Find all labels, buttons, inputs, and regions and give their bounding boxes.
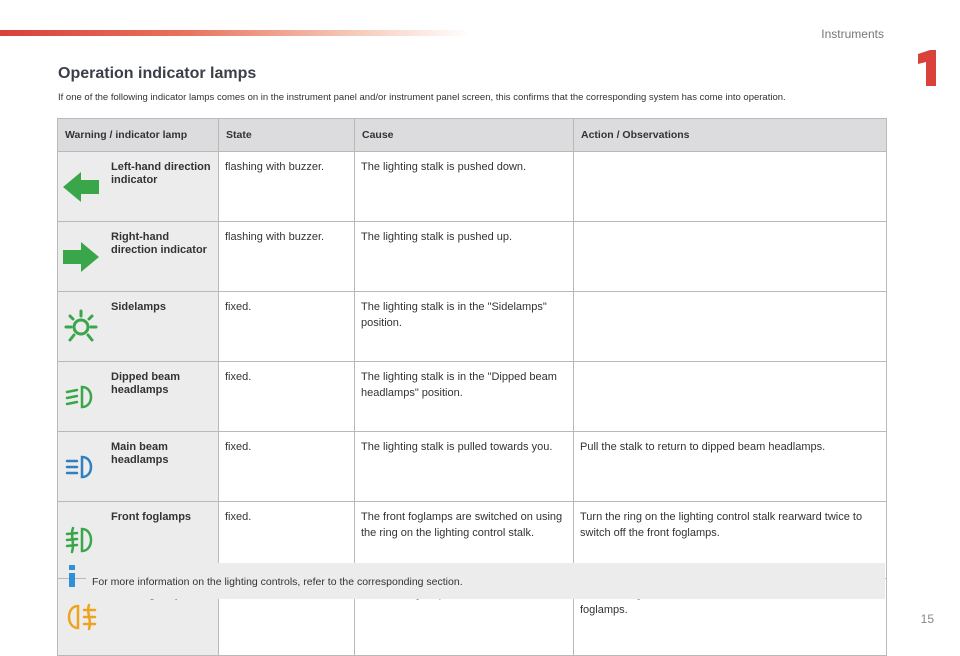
table-header-row: [58, 119, 887, 152]
table-row: [58, 292, 887, 362]
right-arrow-icon: [58, 222, 104, 291]
action-cell: [574, 362, 887, 432]
cause-cell: The lighting stalk is in the "Dipped beam headlamps" position.: [355, 362, 574, 432]
header-accent-bar: [0, 30, 470, 36]
cause-cell: The front foglamps are switched on using the ring on the lighting control stalk.: [355, 502, 574, 579]
lamp-name: Right-hand direction indicator: [111, 231, 207, 256]
state-cell: flashing with buzzer.: [219, 222, 355, 292]
info-icon: [66, 565, 78, 587]
cause-cell: The lighting stalk is pushed down.: [355, 152, 574, 222]
state-cell: fixed.: [219, 502, 355, 579]
action-cell: [574, 292, 887, 362]
lamp-cell: [58, 362, 219, 432]
lamp-name: Left-hand direction indicator: [111, 161, 211, 186]
table-row: [58, 362, 887, 432]
action-cell: [574, 222, 887, 292]
cause-cell: The lighting stalk is pushed up.: [355, 222, 574, 292]
state-cell: fixed.: [219, 362, 355, 432]
action-cell: Pull the stalk to return to dipped beam headlamps.: [574, 432, 887, 502]
left-arrow-icon: [58, 152, 104, 221]
cause-cell: The lighting stalk is in the "Sidelamps" position.: [355, 292, 574, 362]
info-text: For more information on the lighting controls, refer to the corresponding section.: [92, 576, 463, 588]
column-header: Warning / indicator lamp: [58, 119, 219, 152]
state-cell: fixed.: [219, 292, 355, 362]
state-cell: fixed.: [219, 432, 355, 502]
lamp-cell: [58, 292, 219, 362]
lamp-cell: [58, 152, 219, 222]
lamp-name: Sidelamps: [111, 301, 167, 313]
lamp-name: Main beam headlamps: [111, 441, 169, 466]
column-header: Cause: [355, 119, 574, 152]
cause-cell: The lighting stalk is pulled towards you.: [355, 432, 574, 502]
action-cell: foglamps.: [574, 579, 887, 656]
dipped-beam-icon: [58, 362, 104, 431]
table-row: [58, 222, 887, 292]
action-cell: [574, 152, 887, 222]
section-title: Instruments: [821, 27, 884, 41]
lamp-cell: [58, 432, 219, 502]
lamp-cell: [58, 222, 219, 292]
column-header: State: [219, 119, 355, 152]
state-cell: flashing with buzzer.: [219, 152, 355, 222]
chapter-number-badge: [912, 48, 946, 90]
lamp-name: Dipped beam headlamps: [111, 371, 181, 396]
action-cell: Turn the ring on the lighting control stalk rearward twice to switch off the front foglamps.: [574, 502, 887, 579]
table-row: [58, 152, 887, 222]
page-heading: Operation indicator lamps: [58, 65, 257, 82]
lamp-name: Front foglamps: [111, 511, 192, 523]
intro-text: If one of the following indicator lamps comes on in the instrument panel and/or instrument panel screen, this confirms that the corresponding system has come into operation.: [58, 92, 786, 103]
table-row: [58, 432, 887, 502]
sidelamps-icon: [58, 292, 104, 361]
page-number: 15: [920, 612, 934, 626]
column-header: Action / Observations: [574, 119, 887, 152]
main-beam-icon: [58, 432, 104, 501]
